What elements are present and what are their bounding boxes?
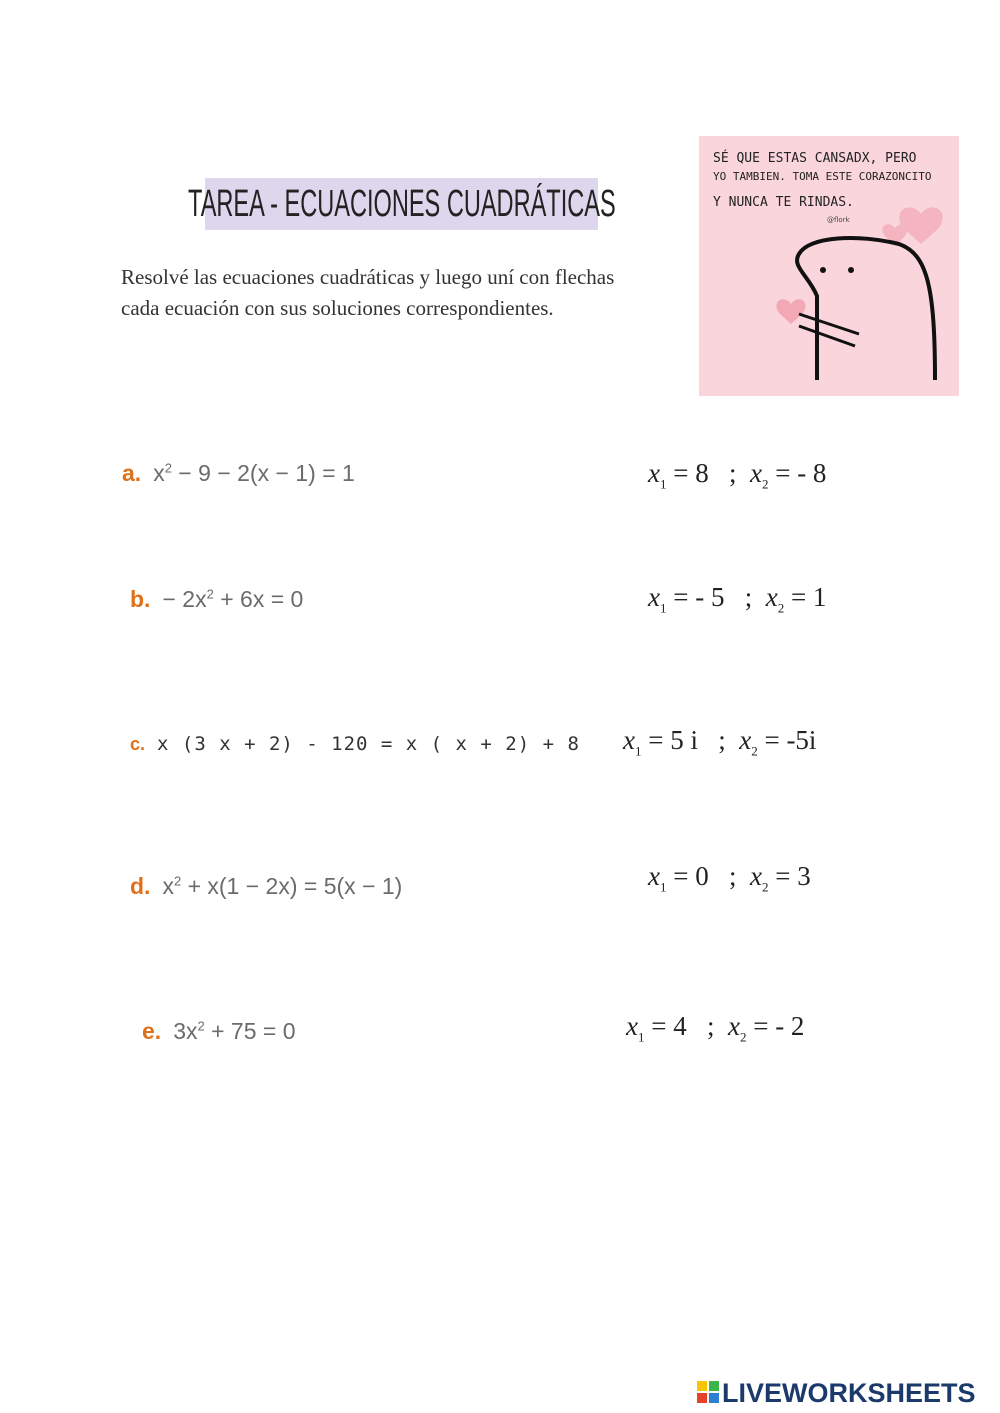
page-title: TAREA - ECUACIONES CUADRÁTICAS [187,182,616,225]
heart-icon [776,299,805,324]
instructions: Resolvé las ecuaciones cuadráticas y luego uní con flechas cada ecuación con sus soluciones correspondientes. [121,265,615,320]
solution-3: $x_1 = 5$ i ; $x_2 = -5i$ [623,725,817,759]
meme-line-3: Y NUNCA TE RINDAS. [713,195,854,210]
flork-body [797,238,935,380]
brand-name: LIVEWORKSHEETS [722,1377,976,1408]
liveworksheets-logo [697,1378,976,1408]
equation-letter: d. [130,873,151,899]
equation-letter: c. [130,734,146,754]
solution-5: $x_1 = 4$ ; $x_2$ = - 2 [626,1011,805,1045]
meme-image [699,136,959,396]
solution-2: $x_1$ = - 5 ; $x_2 = 1$ [648,582,827,616]
equation-a: a. $x^2 - 9 - 2(x - 1) = 1$ [122,460,355,486]
heart-icon [899,207,942,244]
title-banner [187,178,616,230]
equation-letter: e. [142,1018,162,1044]
meme-signature: @flork [827,216,850,224]
equation-e: e. $3x^2 + 75 = 0$ [142,1018,296,1044]
flork-heart-drawing [699,136,959,396]
meme-line-2: YO TAMBIEN. TOMA ESTE CORAZONCITO [713,170,932,183]
liveworksheets-logo-icon [697,1381,719,1405]
meme-line-1: SÉ QUE ESTAS CANSADX, PERO [713,151,917,166]
equation-b: b. − $2x^2 + 6x = 0$ [130,586,304,612]
solution-4: $x_1 = 0$ ; $x_2 = 3$ [648,861,811,895]
solution-1: $x_1 = 8$ ; $x_2$ = - 8 [648,458,827,492]
equation-letter: b. [130,586,151,612]
equation-c: c. x (3 x + 2) - 120 = x ( x + 2) + 8 [130,733,580,755]
equation-d: d. $x^2 + x(1 - 2x) = 5(x - 1)$ [130,873,403,899]
equation-letter: a. [122,460,142,486]
